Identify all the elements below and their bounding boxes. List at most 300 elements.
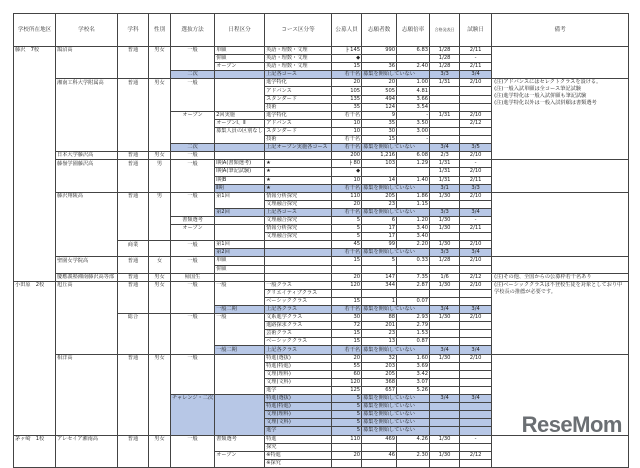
cell-category: 一般: [215, 314, 265, 322]
cell-ratio: 1.53: [397, 330, 430, 338]
cell-school: 相洋高: [56, 354, 118, 362]
header-ratio: 志願倍率: [397, 14, 430, 47]
cell-region: [14, 306, 56, 314]
cell-category: [215, 322, 265, 330]
table-row: [14, 192, 629, 200]
cell-dept: [118, 249, 149, 257]
cell-category: [215, 370, 265, 378]
table-row: [14, 273, 629, 281]
cell-dept: 普通: [118, 160, 149, 168]
cell-school: [56, 144, 118, 152]
cell-method: [171, 103, 215, 111]
cell-dept: [118, 346, 149, 354]
cell-method: [171, 403, 215, 411]
cell-applicants: [362, 168, 397, 176]
cell-method: オープン: [171, 111, 215, 119]
cell-note: [492, 281, 629, 295]
cell-course: ★: [265, 160, 332, 168]
cell-school: [56, 168, 118, 176]
cell-dept: [118, 55, 149, 63]
cell-category: [215, 338, 265, 346]
cell-announce-date: 3/3: [430, 208, 460, 216]
cell-school: 鵠沼高: [56, 47, 118, 55]
cell-school: [56, 71, 118, 79]
cell-method: [171, 362, 215, 370]
cell-dept: [118, 63, 149, 71]
cell-region: 茅ヶ崎 1校: [14, 435, 56, 443]
cell-school: [56, 297, 118, 305]
cell-region: [14, 459, 56, 467]
cell-region: [14, 322, 56, 330]
cell-method: [171, 459, 215, 467]
table-row: [14, 346, 629, 354]
cell-gender: [149, 176, 171, 184]
cell-category: Ⅱ期: [215, 184, 265, 192]
cell-category: Ⅰ期A(書類選考): [215, 160, 265, 168]
cell-region: [14, 297, 56, 305]
cell-quota: ├ 145: [332, 47, 362, 55]
cell-quota: 120: [332, 281, 362, 289]
cell-announce-date: 1/30: [430, 314, 460, 322]
cell-dept: [118, 411, 149, 419]
cell-exam-date: 3/5: [460, 144, 492, 152]
cell-course: 芸術クラス: [265, 330, 332, 338]
cell-announce-date: 3/4: [430, 395, 460, 403]
cell-exam-date: [460, 289, 492, 297]
cell-course: アドバンス: [265, 87, 332, 95]
cell-applicants: 14: [362, 176, 397, 184]
cell-announce-date: [430, 289, 460, 297]
cell-region: [14, 427, 56, 435]
cell-region: [14, 378, 56, 386]
cell-region: [14, 160, 56, 168]
cell-dept: [118, 330, 149, 338]
cell-category: 第2回: [215, 249, 265, 257]
cell-quota: 若干名: [332, 144, 362, 152]
cell-announce-date: 1/28: [430, 47, 460, 55]
cell-method: [171, 176, 215, 184]
cell-method: [171, 208, 215, 216]
cell-quota: 若干名: [332, 71, 362, 79]
cell-gender: [149, 63, 171, 71]
cell-method: 帰国生: [171, 273, 215, 281]
cell-announce-date: 1/28: [430, 55, 460, 63]
cell-applicants: 6: [362, 216, 397, 224]
table-row: [14, 241, 629, 249]
cell-ratio: 2.93: [397, 314, 430, 322]
cell-gender: [149, 362, 171, 370]
cell-course: 特進(選抜): [265, 395, 332, 403]
cell-gender: [149, 322, 171, 330]
cell-category: 併願: [215, 55, 265, 63]
cell-method: 書類選考: [171, 216, 215, 224]
cell-status: 募集を開始していない: [362, 208, 430, 216]
cell-applicants: 203: [362, 362, 397, 370]
cell-announce-date: 1/31: [430, 111, 460, 119]
cell-dept: [118, 322, 149, 330]
cell-category: 2回実施: [215, 111, 265, 119]
cell-exam-date: [460, 362, 492, 370]
cell-quota: ◆: [332, 55, 362, 63]
cell-gender: [149, 370, 171, 378]
cell-quota: 15: [332, 338, 362, 346]
cell-school: 藤嶺学園藤沢高: [56, 160, 118, 168]
cell-status: 募集を開始していない: [362, 346, 430, 354]
table-row: [14, 306, 629, 314]
cell-ratio: 0.87: [397, 338, 430, 346]
cell-course: 英語・理数・文理: [265, 63, 332, 71]
cell-quota: 10: [332, 176, 362, 184]
cell-applicants: 1,216: [362, 152, 397, 160]
cell-category: 単願: [215, 257, 265, 265]
cell-category: Ⅰ期A(筆記試験): [215, 168, 265, 176]
cell-ratio: 3.07: [397, 378, 430, 386]
cell-gender: [149, 216, 171, 224]
cell-category: [215, 386, 265, 394]
cell-region: [14, 111, 56, 119]
cell-course: 情報分析探究: [265, 192, 332, 200]
cell-school: [56, 233, 118, 241]
cell-note: [492, 79, 629, 107]
cell-course: 上記オープン実施各コース: [265, 144, 332, 152]
table-row: [14, 87, 629, 95]
cell-course: クリエイティブクラス: [265, 289, 332, 297]
cell-applicants: 9: [362, 111, 397, 119]
cell-method: 一般: [171, 314, 215, 322]
cell-note: [492, 136, 629, 144]
cell-dept: [118, 111, 149, 119]
cell-category: [215, 419, 265, 427]
cell-course: 文系進学クラス: [265, 314, 332, 322]
cell-school: [56, 184, 118, 192]
cell-exam-date: -: [460, 216, 492, 224]
table-row: [14, 289, 629, 297]
cell-note: [492, 265, 629, 273]
cell-category: [215, 378, 265, 386]
cell-course: [265, 152, 332, 160]
cell-school: [56, 386, 118, 394]
table-row: [14, 378, 629, 386]
cell-region: [14, 144, 56, 152]
cell-ratio: 1.00: [397, 79, 430, 87]
cell-exam-date: [460, 411, 492, 419]
cell-region: [14, 55, 56, 63]
cell-ratio: 3.00: [397, 127, 430, 135]
cell-note: [492, 289, 629, 297]
cell-note: [492, 322, 629, 330]
cell-ratio: -: [397, 136, 430, 144]
cell-category: 募集人員の区別なし: [216, 128, 263, 135]
cell-gender: [149, 386, 171, 394]
cell-ratio: 5.26: [397, 386, 430, 394]
cell-note: [492, 200, 629, 208]
cell-note: [492, 225, 629, 233]
cell-school: [56, 241, 118, 249]
cell-quota: 20: [332, 354, 362, 362]
cell-announce-date: [430, 330, 460, 338]
cell-quota: 200: [332, 152, 362, 160]
cell-exam-date: 2/12: [460, 451, 492, 459]
cell-quota: 若干名: [332, 208, 362, 216]
cell-announce-date: [430, 378, 460, 386]
cell-school: 湘南工科大学附属高: [56, 79, 118, 87]
cell-note: [492, 184, 629, 192]
table-row: [14, 281, 629, 289]
cell-quota: 60: [332, 370, 362, 378]
cell-ratio: 3.42: [397, 370, 430, 378]
cell-ratio: 0.33: [397, 257, 430, 265]
table-row: [14, 95, 629, 103]
cell-applicants: 36: [362, 63, 397, 71]
table-row: [14, 152, 629, 160]
cell-exam-date: [460, 378, 492, 386]
cell-quota: 15: [332, 330, 362, 338]
cell-dept: 普通: [118, 257, 149, 265]
cell-ratio: 6.83: [397, 47, 430, 55]
cell-category: [215, 233, 265, 241]
cell-exam-date: -: [460, 160, 492, 168]
cell-gender: 男女: [149, 281, 171, 289]
cell-exam-date: 3/3: [460, 184, 492, 192]
cell-method: 一般: [171, 241, 215, 249]
header-applicants: 志願者数: [362, 14, 397, 47]
cell-quota: 5: [332, 419, 362, 427]
cell-status: 募集を開始していない: [362, 144, 430, 152]
table-row: [14, 225, 629, 233]
cell-note: [492, 233, 629, 241]
cell-method: [171, 136, 215, 144]
table-row: [14, 330, 629, 338]
note-text: (注)アドバンスにはセレクトクラスを設ける。 (注)一般入試単願は全コース筆記試験 (注)進学特化は一般入試併願も筆記試験 (注)進学特化以外は一般入試併願は書類選考: [494, 79, 602, 107]
cell-method: 一般: [171, 160, 215, 168]
cell-course: 特進(特進): [265, 403, 332, 411]
cell-gender: [149, 144, 171, 152]
cell-gender: [149, 330, 171, 338]
cell-course: 文理(理科): [265, 411, 332, 419]
cell-ratio: 2.30: [397, 451, 430, 459]
cell-region: [14, 241, 56, 249]
cell-region: [14, 87, 56, 95]
table-row: [14, 297, 629, 305]
cell-applicants: 17: [362, 225, 397, 233]
cell-quota: 35: [332, 103, 362, 111]
cell-category: [215, 411, 265, 419]
cell-exam-date: [460, 103, 492, 111]
cell-method: [171, 427, 215, 435]
cell-region: [14, 419, 56, 427]
cell-category: [215, 362, 265, 370]
cell-school: [56, 338, 118, 346]
cell-note: [492, 306, 629, 314]
cell-gender: [149, 200, 171, 208]
cell-region: [14, 71, 56, 79]
table-row: [14, 144, 629, 152]
cell-method: [171, 297, 215, 305]
cell-course: 文理融合探究: [265, 233, 332, 241]
cell-dept: [118, 208, 149, 216]
cell-note: [492, 144, 629, 152]
cell-course: ※特進: [265, 451, 332, 459]
cell-dept: [118, 184, 149, 192]
cell-course: 特進: [265, 435, 332, 443]
cell-dept: 普通: [118, 273, 149, 281]
cell-quota: 5: [332, 233, 362, 241]
note-text: (注)ベーシッククラスは不登校生徒を対象としており中学校長の推薦が必要です。: [494, 281, 623, 295]
cell-dept: [118, 451, 149, 459]
cell-exam-date: 3/4: [460, 346, 492, 354]
cell-region: [14, 257, 56, 265]
cell-gender: [149, 297, 171, 305]
table-row: [14, 451, 629, 459]
cell-ratio: 3.69: [397, 362, 430, 370]
cell-gender: 男女: [149, 273, 171, 281]
cell-course: 進学: [265, 386, 332, 394]
cell-region: [14, 395, 56, 403]
header-school: 学校名: [56, 14, 118, 47]
cell-exam-date: 2/10: [460, 192, 492, 200]
cell-announce-date: 3/4: [430, 144, 460, 152]
cell-quota: 110: [332, 435, 362, 443]
cell-dept: [118, 297, 149, 305]
cell-exam-date: [460, 200, 492, 208]
cell-gender: [149, 95, 171, 103]
cell-announce-date: 1/30: [430, 451, 460, 459]
table-row: [14, 459, 629, 467]
cell-category: 第1回: [215, 192, 265, 200]
cell-method: [171, 63, 215, 71]
cell-school: [56, 378, 118, 386]
cell-course: 文理(文科): [265, 378, 332, 386]
cell-dept: 普通: [118, 47, 149, 55]
cell-gender: [149, 265, 171, 273]
table-row: [14, 63, 629, 71]
cell-category: [215, 144, 265, 152]
cell-exam-date: 2/10: [460, 354, 492, 362]
cell-note: [492, 273, 629, 281]
cell-method: オープン: [171, 225, 215, 233]
cell-course: 進路探求クラス: [265, 322, 332, 330]
cell-method: [171, 419, 215, 427]
table-row: [14, 386, 629, 394]
cell-announce-date: [430, 386, 460, 394]
cell-dept: 普通: [118, 79, 149, 87]
cell-school: 慶應義塾湘南藤沢高等部: [56, 273, 118, 281]
cell-applicants: 657: [362, 386, 397, 394]
cell-method: [171, 338, 215, 346]
table-row: [14, 168, 629, 176]
cell-exam-date: [460, 370, 492, 378]
cell-ratio: 3.54: [397, 103, 430, 111]
cell-applicants: 46: [362, 451, 397, 459]
cell-note: [492, 257, 629, 265]
cell-course: 上記各クラス: [265, 306, 332, 314]
cell-category: [215, 459, 265, 467]
cell-category: [215, 95, 265, 103]
cell-dept: [118, 144, 149, 152]
cell-exam-date: 2/10: [460, 152, 492, 160]
cell-method: 一般: [171, 257, 215, 265]
cell-gender: 男: [149, 192, 171, 200]
cell-ratio: 3.40: [397, 225, 430, 233]
cell-announce-date: 1/28: [430, 63, 460, 71]
cell-dept: 総合: [118, 314, 149, 322]
cell-school: [56, 63, 118, 71]
cell-note: [492, 63, 629, 71]
cell-exam-date: 2/10: [460, 314, 492, 322]
cell-announce-date: 1/31: [430, 160, 460, 168]
table-row: [14, 55, 629, 63]
table-row: [14, 103, 629, 111]
cell-quota: 45: [332, 241, 362, 249]
table-row: [14, 249, 629, 257]
header-announce-date: 合格発表日: [430, 14, 460, 47]
cell-announce-date: [430, 427, 460, 435]
cell-category: 一般二期: [215, 306, 265, 314]
cell-region: [14, 403, 56, 411]
table-row: [14, 362, 629, 370]
cell-announce-date: 1/30: [430, 241, 460, 249]
cell-course: 技術: [265, 103, 332, 111]
cell-dept: [118, 95, 149, 103]
cell-course: ★: [265, 168, 332, 176]
cell-exam-date: 3/4: [460, 71, 492, 79]
cell-category: [215, 216, 265, 224]
cell-applicants: 13: [362, 338, 397, 346]
cell-dept: [118, 419, 149, 427]
cell-school: [56, 314, 118, 322]
cell-school: [56, 322, 118, 330]
cell-course: ★: [265, 184, 332, 192]
cell-ratio: -: [397, 111, 430, 119]
cell-course: 一般クラス: [265, 281, 332, 289]
cell-course: 上記各クラス: [265, 346, 332, 354]
cell-gender: [149, 411, 171, 419]
cell-note: [492, 354, 629, 362]
cell-note: [492, 459, 629, 467]
cell-applicants: 5: [362, 257, 397, 265]
cell-exam-date: [460, 136, 492, 144]
cell-method: [171, 265, 215, 273]
cell-announce-date: [430, 136, 460, 144]
cell-dept: 普通: [118, 354, 149, 362]
cell-ratio: 2.40: [397, 63, 430, 71]
cell-announce-date: 3/1: [430, 184, 460, 192]
cell-announce-date: [430, 411, 460, 419]
cell-applicants: 17: [362, 233, 397, 241]
cell-method: [171, 184, 215, 192]
cell-method: 二次: [171, 144, 215, 152]
cell-applicants: 344: [362, 281, 397, 289]
cell-category: [215, 87, 265, 95]
cell-course: 探究: [265, 443, 332, 451]
cell-school: [56, 249, 118, 257]
cell-status: 募集を開始していない: [362, 419, 430, 427]
cell-dept: [118, 459, 149, 467]
cell-dept: [118, 200, 149, 208]
cell-method: [171, 378, 215, 386]
cell-gender: [149, 208, 171, 216]
cell-quota: 15: [332, 63, 362, 71]
cell-dept: [118, 216, 149, 224]
table-row: [14, 322, 629, 330]
cell-school: [56, 411, 118, 419]
cell-note: [492, 378, 629, 386]
cell-gender: [149, 241, 171, 249]
table-row: [14, 338, 629, 346]
cell-dept: [118, 338, 149, 346]
cell-note: [492, 395, 629, 403]
cell-announce-date: 3/4: [430, 306, 460, 314]
